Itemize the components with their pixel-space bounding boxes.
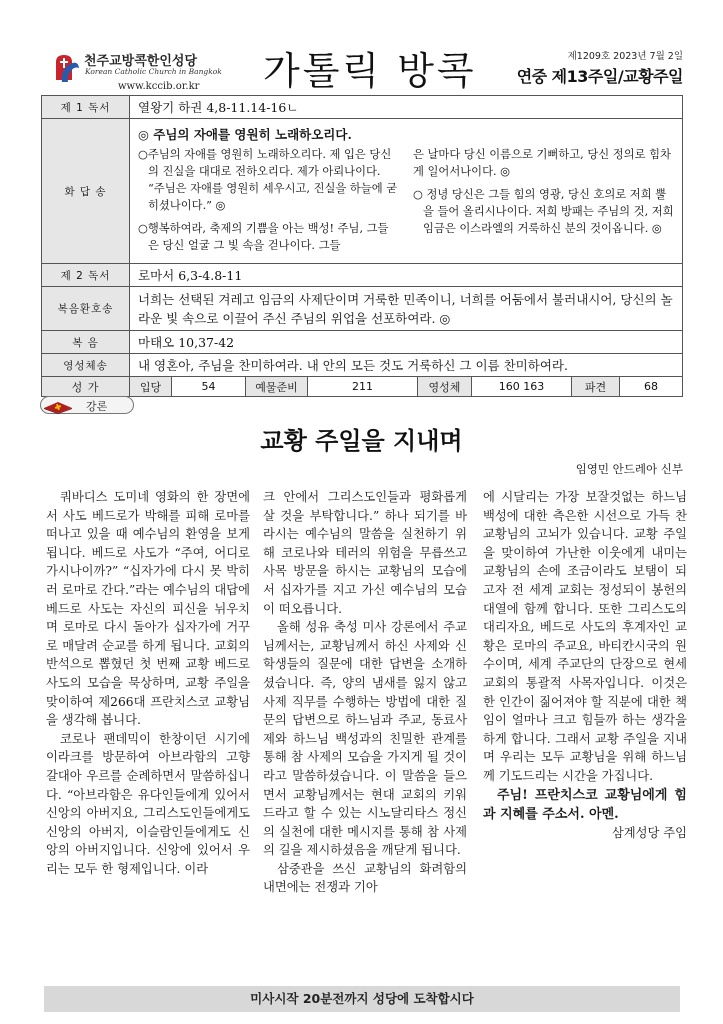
first-reading-row (42, 96, 683, 119)
offertory-hymn-label: 예물준비 (246, 377, 308, 397)
issue-info: 제1209호 2023년 7월 2일 (567, 51, 683, 62)
second-reading-label: 제 2 독서 (42, 264, 130, 287)
sermon-paragraph: 올해 성유 축성 미사 강론에서 주교님께서는, 교황님께서 하신 사제와 신학생들의 질문에 대한 답변을 소개하셨습니다. 즉, 양의 냄새를 잃지 않고 사제 직무를 수행하는 방법에 대한 질문의 답변으로 하느님과 주교, 동료사제와 하느님 백성과의 친밀한 관계를 통해 참 사제의 모습을 가지게 될 것이라고 말씀하셨습니다. 이 말씀을 들으면서 교황님께서는 현대 교회의 키워드라고 할 수 있는 시노달리타스 정신의 실천에 대한 메시지를 통해 참 사제의 길을 제시하셨음을 깨닫게 됩니다. (263, 620, 467, 858)
sermon-column-3 (483, 488, 687, 842)
hymn-numbers-row (42, 377, 683, 397)
communion-antiphon-label: 영성체송 (42, 354, 130, 377)
recessional-hymn-label: 파견 (572, 377, 620, 397)
sermon-author: 임영민 안드레아 신부 (575, 462, 683, 476)
bulletin-title: 가톨릭 방콕 (263, 49, 477, 93)
communion-hymn-label: 영성체 (418, 377, 472, 397)
second-reading: 로마서 6,3-4.8-11 (130, 264, 683, 287)
psalm-cell (130, 119, 683, 264)
psalm-stanza: ○행복하여라, 축제의 기쁨을 아는 백성! 주님, 그들은 당신 얼굴 그 빛 속을 걷나이다. 그들 (138, 221, 389, 252)
recessional-hymn-number: 68 (620, 377, 683, 397)
communion-hymn-numbers: 160 163 (472, 377, 572, 397)
sermon-column-2 (263, 488, 467, 897)
psalm-stanza: ○ 정녕 당신은 그들 힘의 영광, 당신 호의로 저희 뿔을 들어 올리시나이다. 저희 방패는 주님의 것, 저희 임금은 이스라엘의 거룩하신 분의 것이옵니다. ◎ (413, 187, 674, 235)
sermon-badge-label: 강론 (86, 400, 108, 413)
communion-antiphon-row (42, 354, 683, 377)
entrance-hymn-number: 54 (172, 377, 246, 397)
first-reading-label: 제 1 독서 (42, 96, 130, 119)
sermon-paragraph: 코로나 팬데믹이 한창이던 시기에 이라크를 방문하여 아브라함의 고향 갈대아 우르를 순례하면서 말씀하십니다. “아브라함은 유다인들에게 있어서 신앙의 아버지요, 그리스도인들에게도 신앙의 아버지, 이슬람인들에게도 신앙의 아버지입니다. 신앙에 있어서 우리는 모두 한 형제입니다. 이라 (46, 731, 250, 876)
psalm-stanza: ○주님의 자애를 영원히 노래하오리다. 제 입은 당신의 진실을 대대로 전하오리다. 제가 아뢰나이다. “주님은 자애를 영원히 세우시고, 진실을 하늘에 굳히셨나이다.” ◎ (138, 147, 398, 212)
sermon-paragraph: 쿼바디스 도미네 영화의 한 장면에서 사도 베드로가 박해를 피해 로마를 떠나고 있을 때 예수님의 환영을 보게 됩니다. 베드로 사도가 “주여, 어디로 가시나이까?” “십자가에 다시 못 박히러 로마로 간다.”라는 예수님의 대답에 베드로 사도는 자신의 피신을 뉘우치며 로마로 다시 돌아가 십자가에 거꾸로 매달려 순교를 하게 됩니다. 교회의 반석으로 뽑혔던 첫 번째 교황 베드로 사도의 모습을 묵상하며, 교황 주일을 맞이하여 제266대 프란치스코 교황님을 생각해 봅니다. (46, 490, 251, 728)
liturgical-season: 연중 제13주일/교황주일 (516, 67, 683, 86)
hymn-label: 성 가 (42, 377, 130, 397)
psalm-label: 화 답 송 (42, 119, 130, 264)
sermon-signature: 삼계성당 주임 (611, 825, 687, 840)
communion-antiphon: 내 영혼아, 주님을 찬미하여라. 내 안의 모든 것도 거룩하신 그 이름 찬미하여라. (130, 354, 683, 377)
gospel-reading: 마태오 10,37-42 (130, 331, 683, 354)
psalm-refrain: ◎ 주님의 자애를 영원히 노래하오리다. (138, 126, 352, 142)
church-name: 천주교방콕한인성당 (84, 54, 198, 69)
psalm-stanza: 은 날마다 당신 이름으로 기뻐하고, 당신 정의로 힘차게 일어서나이다. ◎ (413, 147, 671, 178)
footer-notice: 미사시작 20분전까지 성당에 도착합시다 (44, 986, 680, 1012)
alleluia-label: 복음환호송 (42, 287, 130, 331)
church-name-english: Korean Catholic Church in Bangkok (85, 67, 222, 76)
psalm-left-column (138, 146, 399, 260)
psalm-row (42, 119, 683, 264)
gospel-row (42, 331, 683, 354)
sermon-paragraph: 크 안에서 그리스도인들과 평화롭게 살 것을 부탁합니다.” 하나 되기를 바라시는 예수님의 말씀을 실천하기 위해 코로나와 테러의 위험을 무릅쓰고 사목 방문을 하시는 교황님의 모습에서 십자가를 지고 가신 예수님의 모습이 떠오릅니다. (263, 490, 467, 616)
sermon-paragraph: 에 시달리는 가장 보잘것없는 하느님 백성에 대한 측은한 시선으로 가득 찬 교황님의 고뇌가 있습니다. 교황 주일을 맞이하여 가난한 이웃에게 내미는 교황님의 손에 조금이라도 보탬이 되고자 전 세계 교회는 정성되이 봉헌의 대열에 함께 합니다. 또한 그리스도의 대리자요, 베드로 사도의 후계자인 교황은 로마의 주교요, 바티칸시국의 원수이며, 세계 주교단의 단장으로 현세 교회의 통괄적 사목자입니다. 이것은 한 인간이 짊어져야 할 직분에 대한 책임이 얼마나 크고 힘들까 하는 생각을 하게 합니다. 그래서 교황 주일을 지내며 우리는 모두 교황님을 위해 하느님께 기도드리는 시간을 가집니다. (483, 490, 687, 783)
closing-prayer: 주님! 프란치스코 교황님에게 힘과 지혜를 주소서. 아멘. (483, 787, 687, 822)
entrance-hymn-label: 입당 (130, 377, 172, 397)
sermon-column-1 (46, 488, 250, 878)
second-reading-row (42, 264, 683, 287)
offertory-hymn-number: 211 (308, 377, 418, 397)
church-logo-icon (52, 52, 80, 84)
gospel-label: 복 음 (42, 331, 130, 354)
sermon-paragraph: 삼중관을 쓰신 교황님의 화려함의 내면에는 전쟁과 기아 (263, 861, 467, 895)
alleluia-verse: 너희는 선택된 겨레고 임금의 사제단이며 거룩한 민족이니, 너희를 어둠에서 불러내시어, 당신의 놀라운 빛 속으로 이끌어 주신 주님의 위업을 선포하여라. ◎ (130, 287, 683, 331)
alleluia-row (42, 287, 683, 331)
readings-table (41, 95, 683, 397)
sermon-title: 교황 주일을 지내며 (260, 427, 463, 455)
psalm-right-column (413, 146, 674, 260)
church-url[interactable]: www.kccib.or.kr (118, 81, 200, 92)
bible-icon (42, 398, 74, 414)
first-reading: 열왕기 하권 4,8-11.14-16ㄴ (130, 96, 683, 119)
